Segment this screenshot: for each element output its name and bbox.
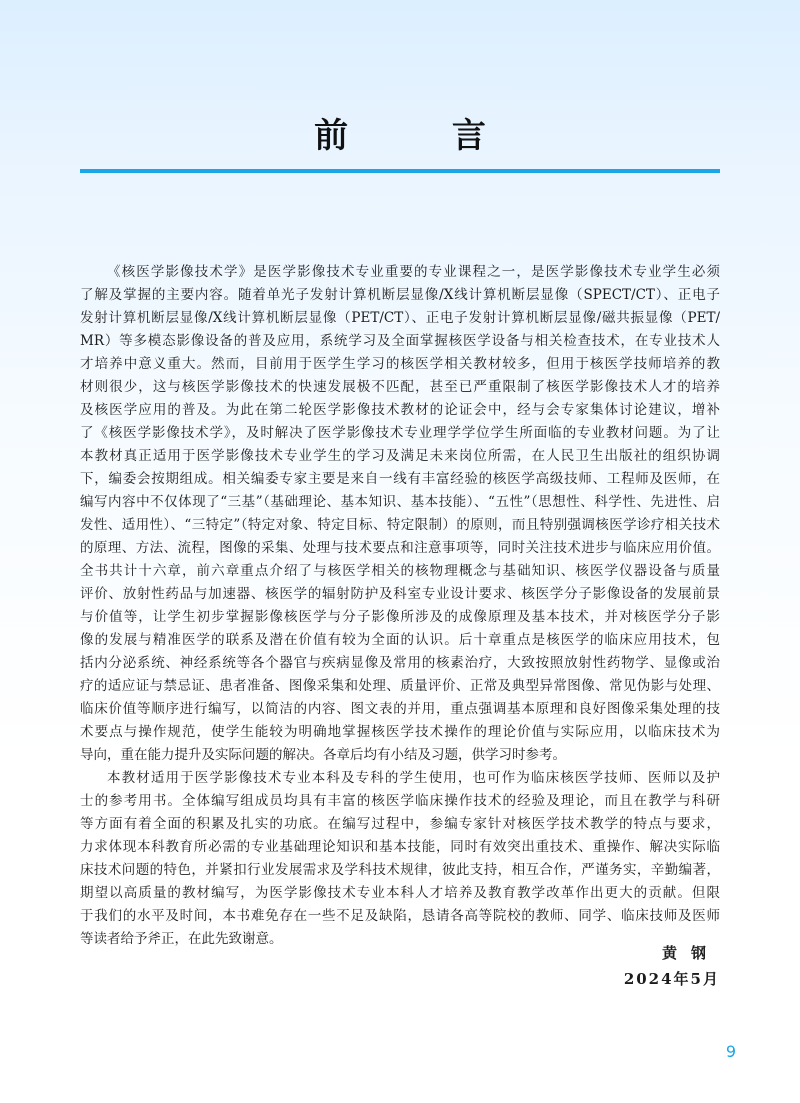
paragraph-line: 下，编委会按期组成。相关编委专家主要是来自一线有丰富经验的核医学高级技师、工程师及医师，在 — [80, 471, 720, 487]
paragraph-line: 像的发展与精准医学的联系及潜在价值有较为全面的认识。后十章重点是核医学的临床应用技术，包 — [80, 632, 720, 648]
paragraph-line: 等读者给予斧正，在此先致谢意。 — [80, 931, 283, 947]
paragraph-line: 士的参考用书。全体编写组成员均具有丰富的核医学临床操作技术的经验及理论，而且在教学与科研 — [80, 793, 720, 809]
paragraph-line: 床技术问题的特色，并紧扣行业发展需求及学科技术规律，彼此支持，相互合作，严谨务实，辛勤编著， — [80, 862, 720, 878]
paragraph-line: 了《核医学影像技术学》，及时解决了医学影像技术专业理学学位学生所面临的专业教材问题。为了让 — [80, 425, 720, 441]
title-underline — [80, 169, 720, 173]
paragraph-line: 的原理、方法、流程，图像的采集、处理与技术要点和注意事项等，同时关注技术进步与临床应用价值。 — [80, 540, 720, 556]
paragraph-line: 编写内容中不仅体现了“三基”（基础理论、基本知识、基本技能）、“五性”（思想性、科学性、先进性、启 — [80, 494, 720, 510]
paragraph-line: 力求体现本科教育所必需的专业基础理论知识和基本技能，同时有效突出重技术、重操作、解决实际临 — [80, 839, 720, 855]
author-signature: 黄钢 — [661, 944, 720, 962]
page-title: 前 言 — [314, 116, 532, 156]
paragraph-line: 了解及掌握的主要内容。随着单光子发射计算机断层显像/X线计算机断层显像（SPECT/CT）、正电子 — [80, 287, 720, 303]
paragraph-line: 本教材真正适用于医学影像技术专业学生的学习及满足未来岗位所需，在人民卫生出版社的组织协调 — [80, 448, 720, 464]
paragraph-line: 临床价值等顺序进行编写，以简洁的内容、图文表的并用，重点强调基本原理和良好图像采集处理的技 — [80, 701, 720, 717]
paragraph-line: 术要点与操作规范，使学生能较为明确地掌握核医学技术操作的理论价值与实际应用，以临床技术为 — [80, 724, 720, 740]
paragraph-line: MR）等多模态影像设备的普及应用，系统学习及全面掌握核医学设备与相关检查技术，在专业技术人 — [80, 333, 720, 349]
paragraph-line: 《核医学影像技术学》是医学影像技术专业重要的专业课程之一，是医学影像技术专业学生必须 — [107, 264, 720, 280]
paragraph-line: 发射计算机断层显像/X线计算机断层显像（PET/CT）、正电子发射计算机断层显像/磁共振显像（PET/ — [80, 310, 720, 326]
paragraph-line: 与价值等，让学生初步掌握影像核医学与分子影像所涉及的成像原理及基本技术，并对核医学分子影 — [80, 609, 720, 625]
paragraph-line: 全书共计十六章，前六章重点介绍了与核医学相关的核物理概念与基础知识、核医学仪器设备与质量 — [80, 563, 720, 579]
paragraph-line: 评价、放射性药品与加速器、核医学的辐射防护及科室专业设计要求、核医学分子影像设备的发展前景 — [80, 586, 720, 602]
paragraph-line: 括内分泌系统、神经系统等各个器官与疾病显像及常用的核素治疗，大致按照放射性药物学、显像或治 — [80, 655, 720, 671]
paragraph-line: 期望以高质量的教材编写，为医学影像技术专业本科人才培养及教育教学改革作出更大的贡献。但限 — [80, 885, 720, 901]
paragraph-line: 材则很少，这与核医学影像技术的快速发展极不匹配，甚至已严重限制了核医学影像技术人才的培养 — [80, 379, 720, 395]
paragraph-line: 及核医学应用的普及。为此在第二轮医学影像技术教材的论证会中，经与会专家集体讨论建议，增补 — [80, 402, 720, 418]
paragraph-line: 导向，重在能力提升及实际问题的解决。各章后均有小结及习题，供学习时参考。 — [80, 747, 566, 763]
paragraph-line: 于我们的水平及时间，本书难免存在一些不足及缺陷，恳请各高等院校的教师、同学、临床技师及医师 — [80, 908, 720, 924]
paragraph-line: 本教材适用于医学影像技术专业本科及专科的学生使用，也可作为临床核医学技师、医师以及护 — [107, 770, 720, 786]
paragraph-line: 疗的适应证与禁忌证、患者准备、图像采集和处理、质量评价、正常及典型异常图像、常见伪影与处理、 — [80, 678, 720, 694]
signature-date: 2024年5月 — [623, 970, 720, 988]
paragraph-line: 才培养中意义重大。然而，目前用于医学生学习的核医学相关教材较多，但用于核医学技师培养的教 — [80, 356, 720, 372]
page-number: 9 — [725, 1042, 736, 1061]
paragraph-line: 等方面有着全面的积累及扎实的功底。在编写过程中，参编专家针对核医学技术教学的特点与要求， — [80, 816, 720, 832]
paragraph-line: 发性、适用性）、“三特定”（特定对象、特定目标、特定限制）的原则，而且特别强调核医学诊疗相关技术 — [80, 517, 720, 533]
